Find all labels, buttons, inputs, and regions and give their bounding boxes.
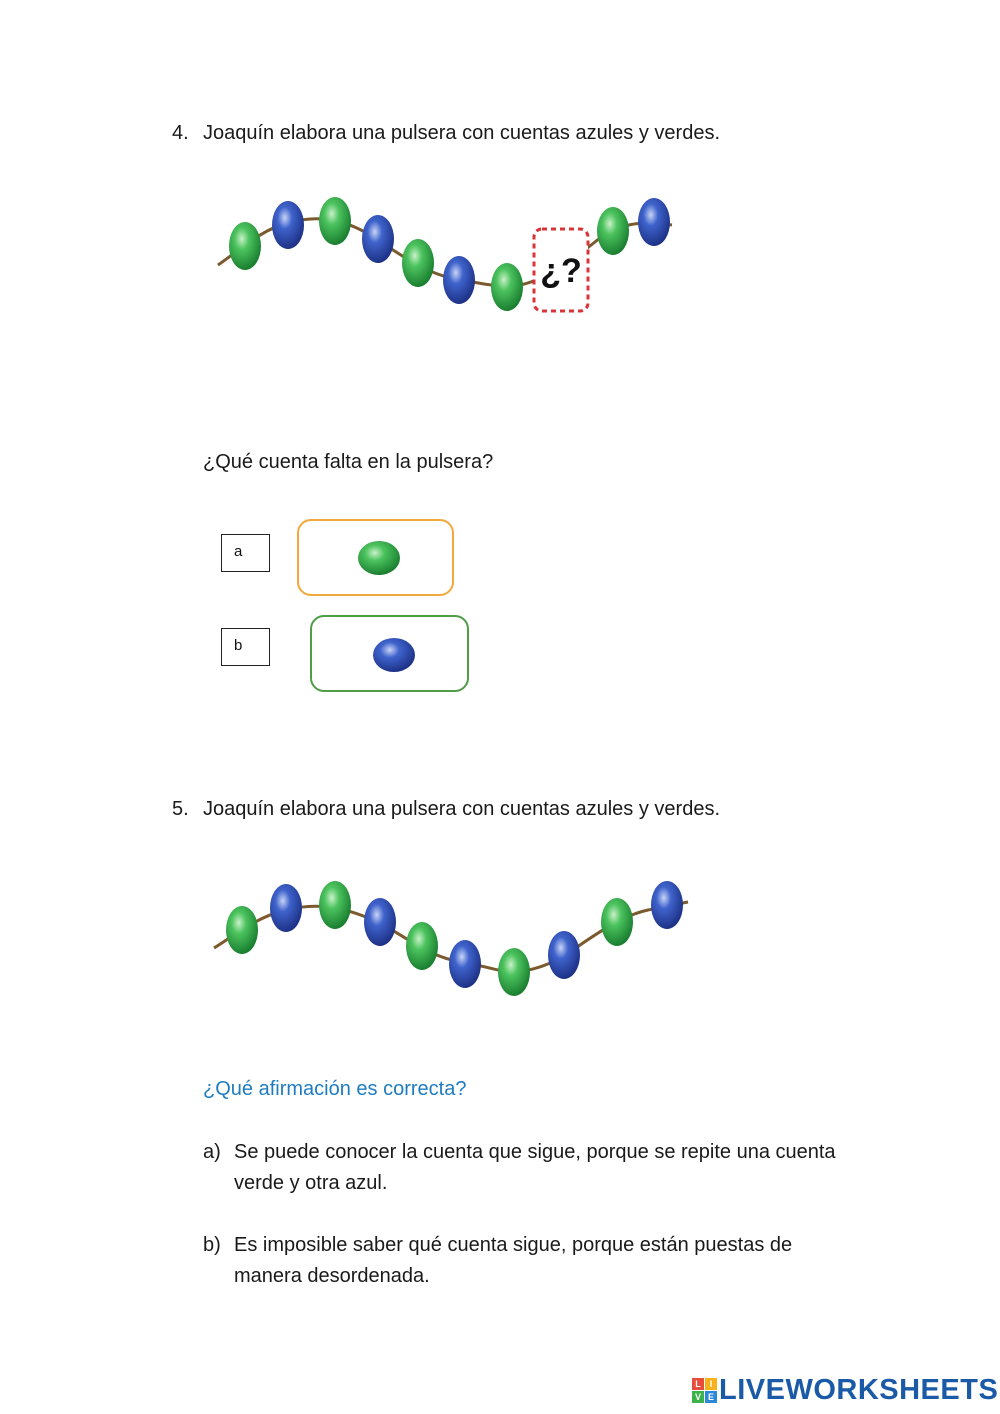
choice-a-frame[interactable]: [297, 519, 454, 596]
choice-b-answer-box[interactable]: [221, 628, 270, 666]
bracelet-4-bead-4-blue: [362, 215, 394, 263]
bracelet-5-bead-1-green: [226, 906, 258, 954]
question-5-title: [172, 798, 720, 821]
choice-b-frame[interactable]: [310, 615, 469, 692]
bracelet-5-bead-9-green: [601, 898, 633, 946]
bracelet-5-bead-5-green: [406, 922, 438, 970]
bracelet-4-bead-3-green: [319, 197, 351, 245]
option-a[interactable]: [203, 1137, 843, 1199]
bracelet-4-bead-5-green: [402, 239, 434, 287]
choice-b-blue-bead: [312, 617, 469, 692]
bracelet-4-bead-9-green: [597, 207, 629, 255]
logo-mark-i: I: [705, 1378, 717, 1390]
question-5-text: Joaquín elabora una pulsera con cuentas azules y verdes.: [203, 798, 721, 820]
choice-b-letter: b: [234, 637, 243, 654]
question-4-text: Joaquín elabora una pulsera con cuentas azules y verdes.: [203, 122, 721, 144]
logo-text: LIVEWORKSHEETS: [719, 1373, 999, 1406]
option-b[interactable]: [203, 1230, 843, 1292]
bracelet-4-bead-7-green: [491, 263, 523, 311]
question-5-options: [203, 1137, 843, 1323]
bracelet-4-bead-6-blue: [443, 256, 475, 304]
option-a-letter: a): [203, 1141, 221, 1163]
bracelet-4: [0, 0, 700, 330]
bracelet-5-bead-7-green: [498, 948, 530, 996]
choice-a-answer-box[interactable]: [221, 534, 270, 572]
bracelet-5-bead-4-blue: [364, 898, 396, 946]
missing-bead-mark: ¿?: [540, 252, 582, 290]
bracelet-4-bead-1-green: [229, 222, 261, 270]
logo-mark-v: V: [692, 1391, 704, 1403]
choice-a-letter: a: [234, 543, 243, 560]
question-5-prompt: ¿Qué afirmación es correcta?: [203, 1078, 467, 1100]
logo-mark-e: E: [705, 1391, 717, 1403]
bracelet-5-bead-6-blue: [449, 940, 481, 988]
bracelet-5-bead-10-blue: [651, 881, 683, 929]
question-5-number: 5.: [172, 798, 189, 820]
question-4-prompt: ¿Qué cuenta falta en la pulsera?: [203, 451, 494, 473]
choice-a-green-bead: [299, 521, 454, 596]
logo-mark-l: L: [692, 1378, 704, 1390]
logo-mark: [692, 1378, 716, 1402]
bracelet-5: [0, 850, 700, 1050]
bracelet-5-bead-2-blue: [270, 884, 302, 932]
bracelet-4-bead-2-blue: [272, 201, 304, 249]
bracelet-4-bead-10-blue: [638, 198, 670, 246]
question-4-number: 4.: [172, 122, 189, 144]
option-b-letter: b): [203, 1234, 221, 1256]
option-b-text: Es imposible saber qué cuenta sigue, porque están puestas de manera desordenada.: [234, 1234, 793, 1287]
liveworksheets-logo: [692, 1374, 998, 1406]
bracelet-5-bead-3-green: [319, 881, 351, 929]
option-a-text: Se puede conocer la cuenta que sigue, porque se repite una cuenta verde y otra azul.: [234, 1141, 836, 1194]
bracelet-5-bead-8-blue: [548, 931, 580, 979]
